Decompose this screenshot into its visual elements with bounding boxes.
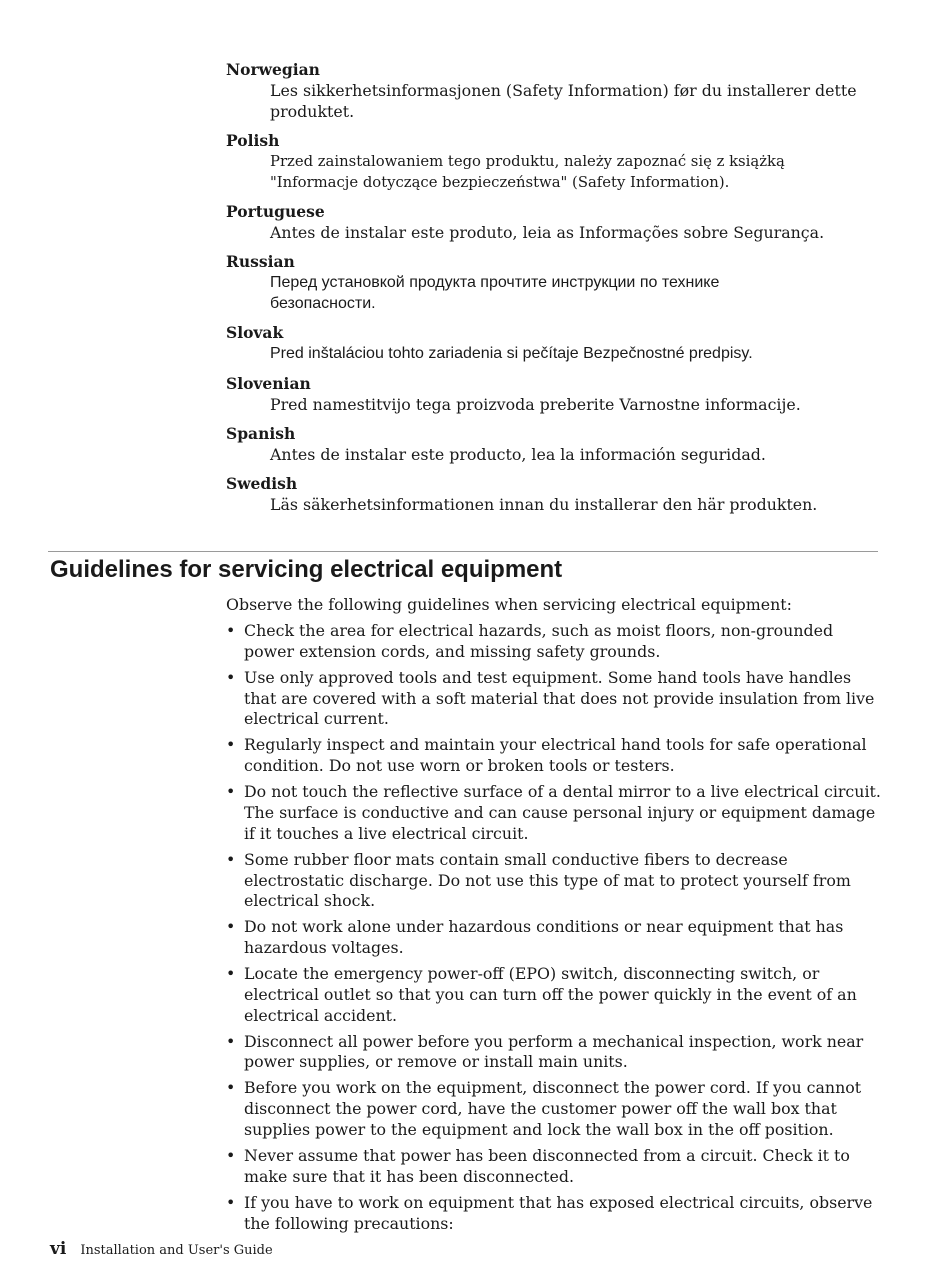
language-name: Swedish [226, 474, 298, 493]
language-entry-portuguese [226, 202, 866, 243]
list-item-text: Use only approved tools and test equipment. Some hand tools have handles that are covered with a soft material that does not provide insulation from live electrical current. [244, 667, 875, 729]
language-entry-russian [226, 252, 866, 314]
list-item-text: Regularly inspect and maintain your electrical hand tools for safe operational condition. Do not use worn or broken tools or testers. [244, 735, 867, 776]
language-entry-polish [226, 131, 866, 193]
bullet: • [226, 735, 236, 755]
language-name: Spanish [226, 424, 296, 443]
language-text: Перед установкой продукта прочтите инструкции по технике безопасности. [270, 274, 720, 312]
language-text: Antes de instalar este producto, lea la información seguridad. [270, 445, 766, 464]
page-number: vi [50, 1239, 67, 1259]
list-item [226, 782, 881, 844]
language-entry-swedish [226, 474, 866, 515]
language-entry-slovenian [226, 374, 866, 415]
language-entry-slovak [226, 323, 866, 364]
list-item [226, 668, 881, 730]
bullet: • [226, 1078, 236, 1098]
bullet: • [226, 667, 236, 687]
bullet: • [226, 782, 236, 802]
safety-language-list [226, 60, 866, 524]
language-name: Norwegian [226, 60, 320, 79]
section-heading: Guidelines for servicing electrical equipment [50, 556, 563, 583]
bullet: • [226, 1146, 236, 1166]
list-item-text: Do not touch the reflective surface of a dental mirror to a live electrical circuit. The surface is conductive and can cause personal injury or equipment damage if it touches a live electrical circuit. [244, 782, 881, 843]
language-name: Russian [226, 252, 295, 271]
list-item-text: Never assume that power has been disconnected from a circuit. Check it to make sure that it has been disconnected. [244, 1146, 850, 1186]
list-item [226, 850, 881, 912]
language-text: Pred namestitvijo tega proizvoda preberite Varnostne informacije. [270, 395, 801, 414]
list-item-text: If you have to work on equipment that has exposed electrical circuits, observe the following precautions: [244, 1192, 873, 1233]
bullet: • [226, 849, 236, 869]
footer-title: Installation and User's Guide [80, 1243, 273, 1258]
list-item [226, 964, 881, 1026]
list-item-text: Locate the emergency power-off (EPO) switch, disconnecting switch, or electrical outlet so that you can turn off the power quickly in the event of an electrical accident. [244, 964, 857, 1025]
language-name: Slovenian [226, 374, 311, 393]
bullet: • [226, 621, 236, 640]
language-name: Slovak [226, 323, 284, 342]
list-item [226, 1146, 881, 1188]
list-item [226, 621, 881, 663]
list-item [226, 735, 881, 777]
list-item-text: Check the area for electrical hazards, such as moist floors, non-grounded power extension cords, and missing safety grounds. [244, 621, 834, 661]
language-text: Läs säkerhetsinformationen innan du installerar den här produkten. [270, 495, 818, 514]
section-body [226, 594, 881, 1240]
bullet: • [226, 964, 236, 984]
language-name: Polish [226, 131, 280, 150]
language-entry-norwegian [226, 60, 866, 122]
list-item-text: Some rubber floor mats contain small conductive fibers to decrease electrostatic discharge. Do not use this type of mat to protect yourself from electrical shock. [244, 849, 851, 911]
list-item-text: Disconnect all power before you perform a mechanical inspection, work near power supplies, or remove or install main units. [244, 1031, 864, 1072]
language-entry-spanish [226, 424, 866, 465]
list-item [226, 917, 881, 959]
language-text: Les sikkerhetsinformasjonen (Safety Information) før du installerer dette produktet. [270, 81, 857, 121]
list-item [226, 1032, 881, 1074]
language-text: Antes de instalar este produto, leia as Informações sobre Segurança. [270, 223, 825, 242]
list-item [226, 1078, 881, 1140]
bullet: • [226, 1192, 236, 1212]
bullet: • [226, 1031, 236, 1051]
list-item [226, 1193, 881, 1235]
page-footer [50, 1238, 273, 1262]
bullet: • [226, 917, 236, 937]
section-intro: Observe the following guidelines when servicing electrical equipment: [226, 595, 792, 614]
language-text: Pred inštaláciou tohto zariadenia si pečítaje Bezpečnostné predpisy. [270, 345, 753, 362]
language-name: Portuguese [226, 202, 325, 221]
guideline-list [226, 621, 881, 1234]
language-text: Przed zainstalowaniem tego produktu, należy zapoznać się z książką "Informacje dotyczące bezpieczeństwa" (Safety Information). [270, 153, 785, 191]
section-divider [48, 551, 878, 552]
list-item-text: Before you work on the equipment, disconnect the power cord. If you cannot disconnect the power cord, have the customer power off the wall box that supplies power to the equipment and lock the wall box in the off position. [244, 1078, 862, 1140]
list-item-text: Do not work alone under hazardous conditions or near equipment that has hazardous voltages. [244, 917, 844, 958]
